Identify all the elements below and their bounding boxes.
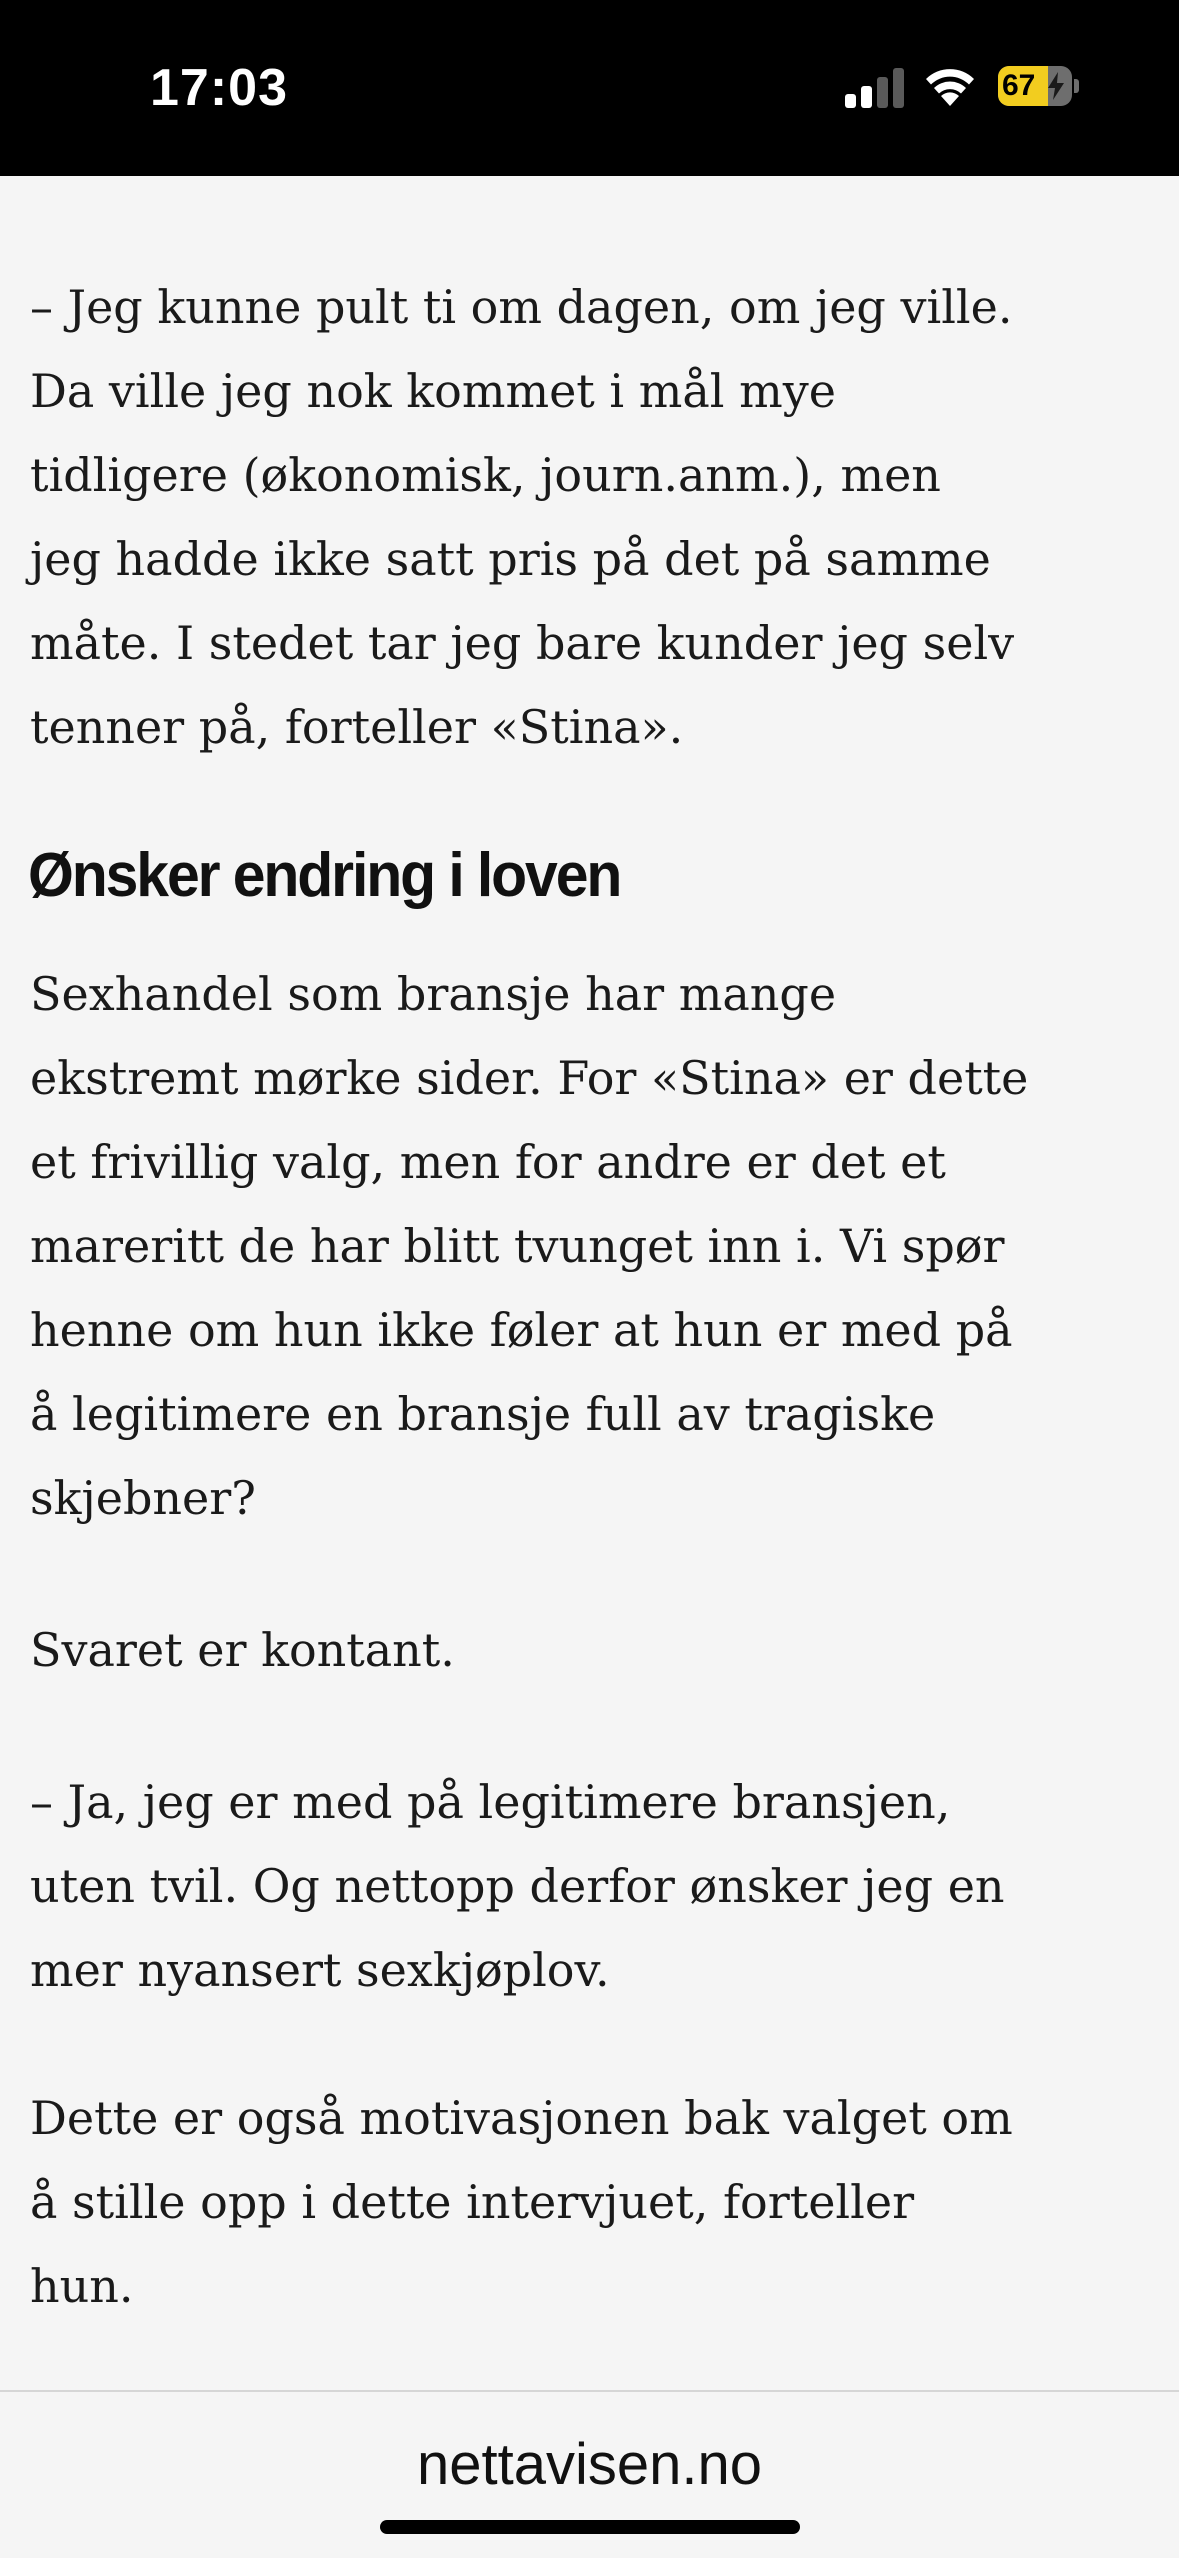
paragraph-line: – Jeg kunne pult ti om dagen, om jeg ville. [30,280,1013,334]
article-paragraph [30,265,1160,769]
paragraph-line: å legitimere en bransje full av tragiske [30,1387,936,1441]
paragraph-line: henne om hun ikke føler at hun er med på [30,1303,1013,1357]
status-time: 17:03 [150,59,288,117]
paragraph-line: mareritt de har blitt tvunget inn i. Vi spør [30,1219,1005,1273]
paragraph-line: tenner på, forteller «Stina». [30,700,684,754]
article-paragraph [30,1608,1160,1692]
paragraph-line: Svaret er kontant. [30,1623,455,1677]
signal-icon [845,68,905,108]
battery-icon [998,66,1080,106]
paragraph-line: Dette er også motivasjonen bak valget om [30,2091,1013,2145]
article-paragraph [30,952,1160,1540]
battery-body [998,66,1072,106]
section-heading: Ønsker endring i loven [28,841,621,910]
paragraph-line: å stille opp i dette intervjuet, forteller [30,2175,915,2229]
battery-level: 67 [1002,69,1036,102]
address-bar[interactable] [0,2390,1179,2558]
url-domain[interactable]: nettavisen.no [416,2432,763,2497]
status-bar [0,0,1179,176]
battery-cap [1074,79,1079,93]
article-paragraph [30,2076,1160,2328]
home-indicator[interactable] [380,2520,800,2534]
charging-bolt-icon [1046,72,1066,100]
paragraph-line: hun. [30,2259,134,2313]
paragraph-line: jeg hadde ikke satt pris på det på samme [30,532,991,586]
paragraph-line: uten tvil. Og nettopp derfor ønsker jeg en [30,1859,1005,1913]
paragraph-line: tidligere (økonomisk, journ.anm.), men [30,448,941,502]
paragraph-line: skjebner? [30,1471,256,1525]
paragraph-line: et frivillig valg, men for andre er det et [30,1135,946,1189]
paragraph-line: – Ja, jeg er med på legitimere bransjen, [30,1775,951,1829]
paragraph-line: mer nyansert sexkjøplov. [30,1943,610,1997]
paragraph-line: ekstremt mørke sider. For «Stina» er dette [30,1051,1029,1105]
paragraph-line: måte. I stedet tar jeg bare kunder jeg selv [30,616,1015,670]
wifi-icon [922,64,978,108]
paragraph-line: Sexhandel som bransje har mange [30,967,837,1021]
paragraph-line: Da ville jeg nok kommet i mål mye [30,364,836,418]
article-paragraph [30,1760,1160,2012]
